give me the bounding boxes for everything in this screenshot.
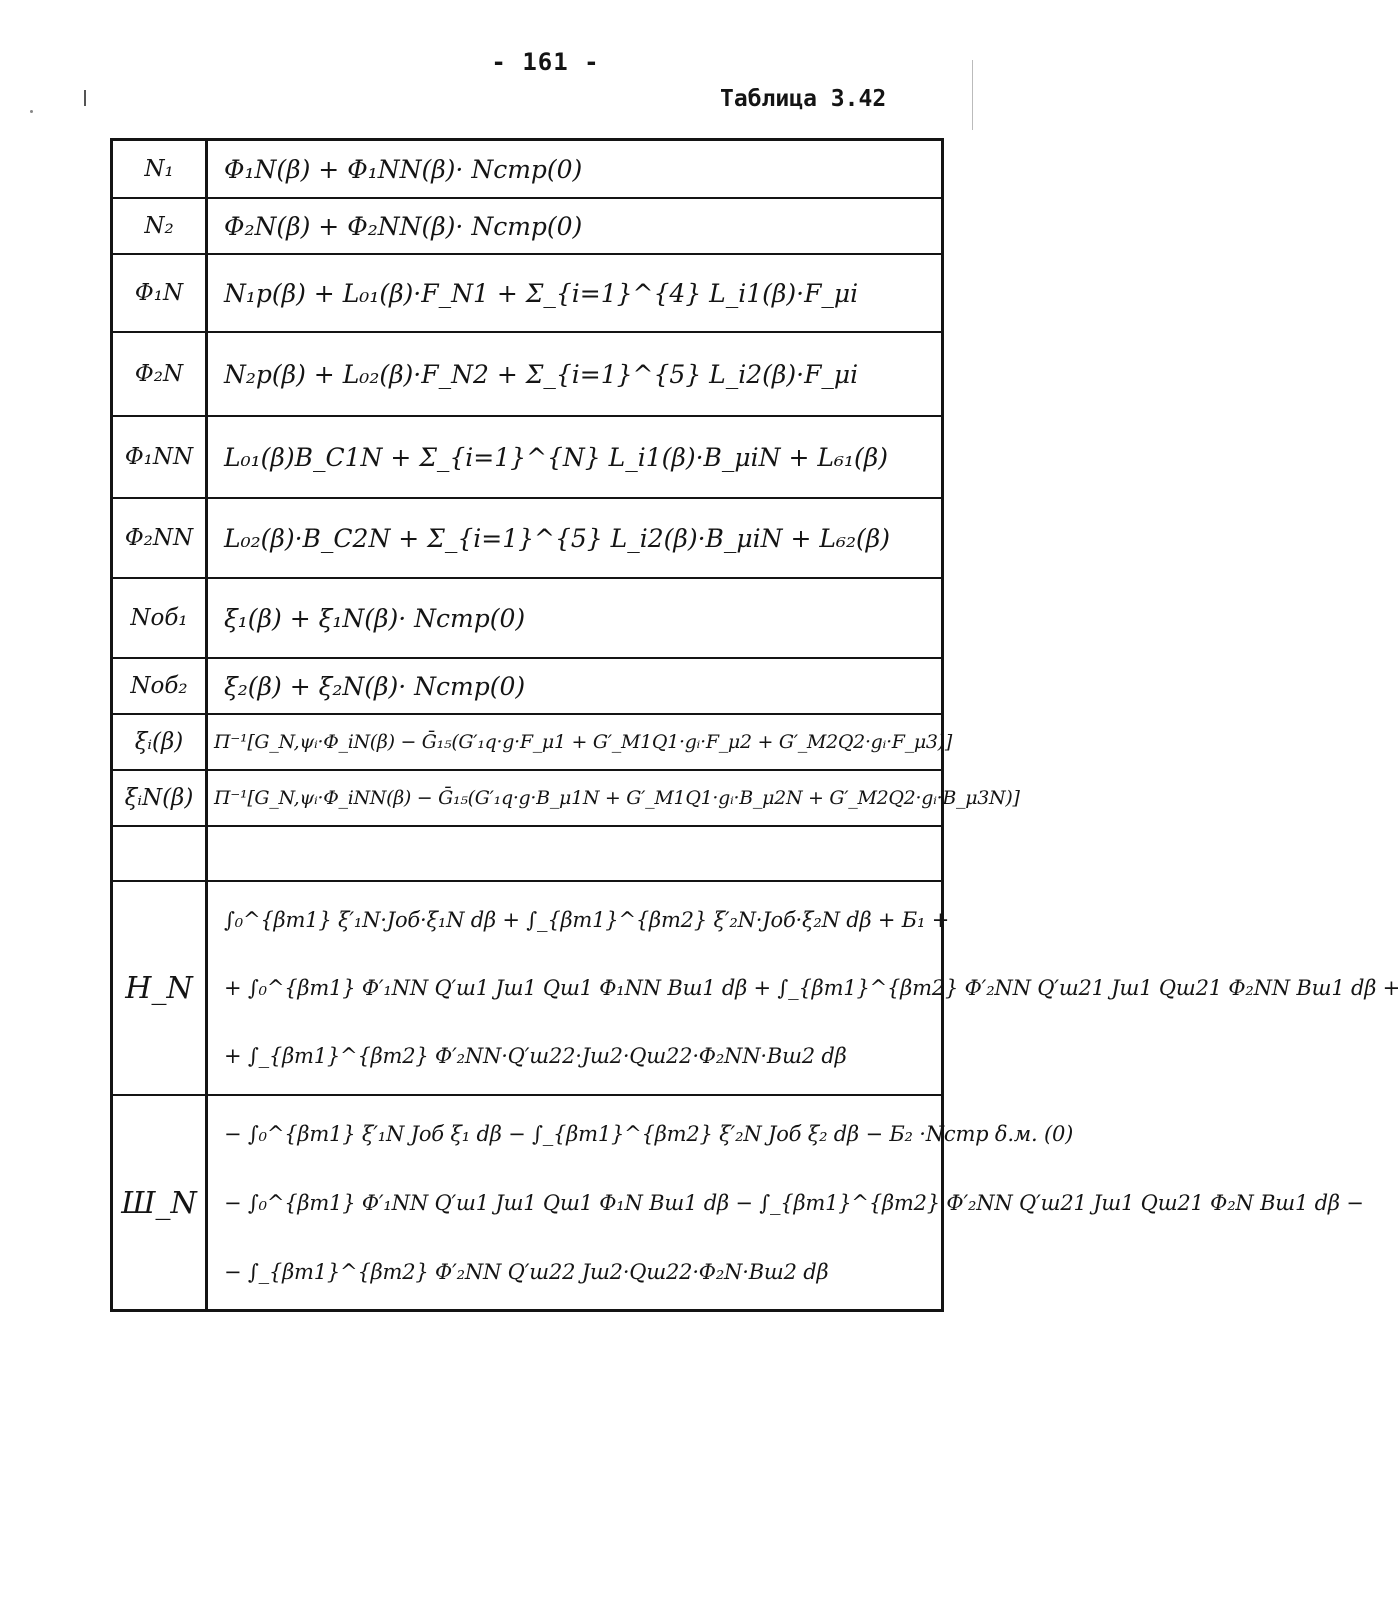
table-row <box>113 415 941 497</box>
table-row <box>113 331 941 415</box>
formula-cell: Φ₂N(β) + Φ₂NN(β)· Nстр(0) <box>224 211 583 241</box>
formula-cell: L₀₂(β)·B_C2N + Σ_{i=1}^{5} L_i2(β)·B_μiN + L₆₂(β) <box>224 523 890 553</box>
symbol-cell: H_N <box>113 882 208 1094</box>
symbol-cell: ξᵢN(β) <box>113 771 208 825</box>
table-row <box>113 197 941 253</box>
symbol-cell: N₁ <box>113 141 208 197</box>
formula-cell: ξ₂(β) + ξ₂N(β)· Nстр(0) <box>224 671 526 701</box>
symbol-cell: Φ₂NN <box>113 499 208 577</box>
table-row <box>113 825 941 880</box>
table-row <box>113 141 941 197</box>
formula-line: − ∫₀^{βm1} Φ′₁NN Q′ш1 Jш1 Qш1 Φ₁N Bш1 dβ − ∫_{βm1}^{βm2} Φ′₂NN Q′ш21 Jш1 Qш21 Φ₂N Bш1 dβ − <box>224 1190 1364 1215</box>
margin-mark <box>84 90 86 106</box>
formula-line: − ∫_{βm1}^{βm2} Φ′₂NN Q′ш22 Jш2·Qш22·Φ₂N·Bш2 dβ <box>224 1259 829 1284</box>
formula-line: − ∫₀^{βm1} ξ′₁N Jоб ξ₁ dβ − ∫_{βm1}^{βm2} ξ′₂N Jоб ξ₂ dβ − Б₂ ·Nстр δ.м. (0) <box>224 1122 1074 1147</box>
formula-cell <box>208 1096 1364 1310</box>
margin-dot <box>30 110 33 113</box>
symbol-cell: Φ₁N <box>113 255 208 331</box>
symbol-cell: Φ₁NN <box>113 417 208 497</box>
formula-table <box>110 138 1400 1312</box>
page-number: - 161 - <box>491 48 600 76</box>
symbol-cell: ξᵢ(β) <box>113 715 208 769</box>
formula-line: + ∫_{βm1}^{βm2} Φ′₂NN·Q′ш22·Jш2·Qш22·Φ₂NN·Bш2 dβ <box>224 1044 847 1068</box>
table-row <box>113 577 941 657</box>
symbol-cell: N₂ <box>113 199 208 253</box>
symbol-cell: Nоб₂ <box>113 659 208 713</box>
formula-cell: L₀₁(β)B_C1N + Σ_{i=1}^{N} L_i1(β)·B_μiN + L₆₁(β) <box>224 442 888 472</box>
symbol-cell: Nоб₁ <box>113 579 208 657</box>
formula-line: ∫₀^{βm1} ξ′₁N·Jоб·ξ₁N dβ + ∫_{βm1}^{βm2} ξ′₂N·Jоб·ξ₂N dβ + Б₁ + <box>224 908 950 932</box>
formula-cell: N₁р(β) + L₀₁(β)·F_N1 + Σ_{i=1}^{4} L_i1(β)·F_μi <box>224 278 859 308</box>
table-caption: Таблица 3.42 <box>720 86 887 112</box>
formula-cell: Φ₁N(β) + Φ₁NN(β)· Nстр(0) <box>224 154 583 184</box>
formula-line: + ∫₀^{βm1} Φ′₁NN Q′ш1 Jш1 Qш1 Φ₁NN Bш1 dβ + ∫_{βm1}^{βm2} Φ′₂NN Q′ш21 Jш1 Qш21 Φ₂NN Bш1 dβ + <box>224 976 1400 1000</box>
table-row <box>113 713 952 769</box>
formula-cell: Π⁻¹[G_N,ψᵢ·Φ_iN(β) − Ḡ₁₅(G′₁q·g·F_μ1 + G′_M1Q1·gᵢ·F_μ2 + G′_M2Q2·gᵢ·F_μ3)] <box>214 731 952 753</box>
table-row <box>113 769 1020 825</box>
formula-cell <box>208 827 941 880</box>
formula-cell: Π⁻¹[G_N,ψᵢ·Φ_iNN(β) − Ḡ₁₅(G′₁q·g·B_μ1N + G′_M1Q1·gᵢ·B_μ2N + G′_M2Q2·gᵢ·B_μ3N)] <box>214 787 1020 809</box>
table-row <box>113 880 1400 1094</box>
symbol-cell: Ш_N <box>113 1096 208 1310</box>
symbol-cell: Φ₂N <box>113 333 208 415</box>
table-row <box>113 253 941 331</box>
table-row <box>113 497 941 577</box>
formula-cell <box>208 882 1400 1094</box>
formula-cell: N₂р(β) + L₀₂(β)·F_N2 + Σ_{i=1}^{5} L_i2(β)·F_μi <box>224 359 859 389</box>
formula-cell: ξ₁(β) + ξ₁N(β)· Nстр(0) <box>224 603 526 633</box>
symbol-cell <box>113 827 208 880</box>
table-row <box>113 657 941 713</box>
table-row <box>113 1094 1364 1310</box>
